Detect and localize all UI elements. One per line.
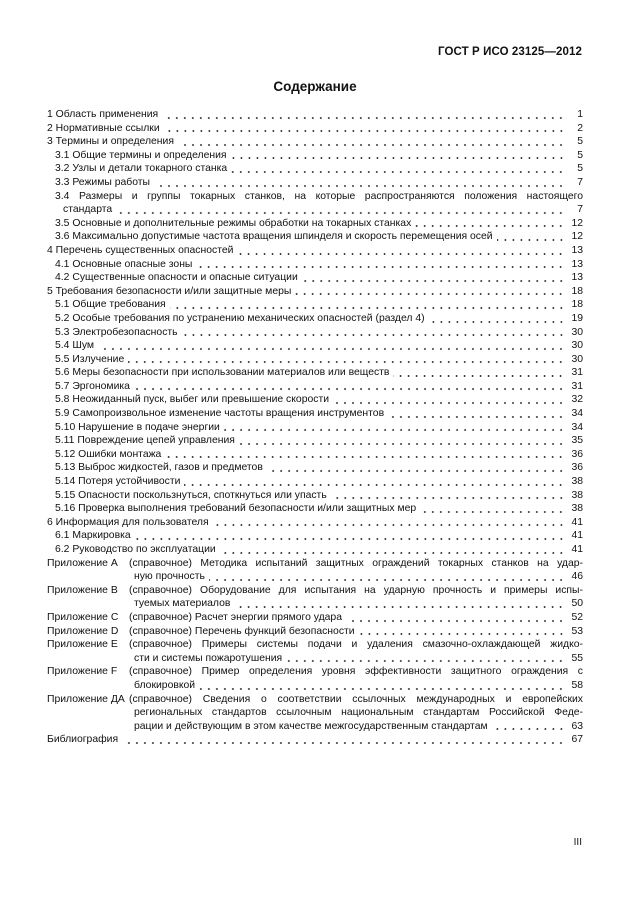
- appendix-prefix: Приложение ДА: [47, 693, 125, 705]
- toc-entry-label: 3 Термины и определения: [47, 136, 174, 148]
- appendix-page: 52: [571, 611, 583, 623]
- toc-entry-page: 36: [571, 462, 583, 474]
- dot-leader: [333, 401, 565, 405]
- dot-leader: [170, 306, 565, 310]
- appendix-line: (справочное) Оборудование для испытания на ударную прочность и примеры испы-: [129, 584, 583, 596]
- toc-entry[interactable]: [47, 448, 583, 462]
- appendix-prefix: Приложение F: [47, 666, 118, 678]
- toc-entry-label: 5.4 Шум: [55, 340, 95, 352]
- toc-entry[interactable]: [47, 149, 583, 163]
- dot-leader: [134, 387, 565, 391]
- dot-leader: [154, 184, 565, 188]
- appendix-line: (справочное) Перечень функций безопасности: [129, 625, 355, 637]
- appendix-page: 58: [571, 679, 583, 691]
- toc-entry-page: 1: [577, 109, 583, 120]
- dot-leader: [165, 455, 565, 459]
- toc-entry[interactable]: [47, 312, 583, 326]
- toc-entry-page: 34: [571, 408, 583, 420]
- toc-entry[interactable]: [47, 108, 583, 122]
- toc-entry-page: 38: [571, 476, 583, 488]
- toc-entry-page: 7: [577, 176, 583, 188]
- toc-entry-page: 41: [571, 530, 583, 542]
- bibliography-label: Библиография: [47, 734, 119, 746]
- appendix-last-line: [129, 611, 583, 625]
- toc-entry[interactable]: [47, 190, 583, 217]
- dot-leader: [209, 578, 565, 582]
- toc-entry[interactable]: [47, 434, 583, 448]
- dot-leader: [267, 469, 565, 473]
- toc-entry-label: 5.2 Особые требования по устранению механических опасностей (раздел 4): [55, 312, 425, 324]
- dot-leader: [429, 320, 565, 324]
- toc-entry-label: 4 Перечень существенных опасностей: [47, 244, 234, 256]
- toc-entry-label: 3.1 Общие термины и определения: [55, 149, 227, 161]
- appendix-line: туемых материалов: [134, 598, 231, 610]
- appendix-page: 46: [571, 571, 583, 583]
- dot-leader: [164, 129, 565, 133]
- dot-leader: [231, 170, 565, 174]
- toc-entry-label: 5.11 Повреждение цепей управления: [55, 435, 235, 447]
- appendix-line: (справочное) Примеры системы подачи и удаления смазочно-охлаждающей жидко-: [129, 639, 583, 651]
- toc-entry-page: 32: [571, 394, 583, 406]
- toc-entry-page: 13: [571, 244, 583, 256]
- toc-entry[interactable]: [47, 230, 583, 244]
- toc-entry[interactable]: [47, 380, 583, 394]
- appendix-text: [129, 557, 583, 584]
- toc-entry-page: 5: [577, 136, 583, 148]
- appendix-last-line: [129, 652, 583, 666]
- appendix-line: сти и системы пожаротушения: [134, 652, 283, 664]
- toc-entry-label: 3.4 Размеры и группы токарных станков, на которые распространяются положения настоящего: [55, 190, 583, 202]
- appendix-prefix: Приложение А: [47, 557, 118, 569]
- toc-entry-label: 6.2 Руководство по эксплуатации: [55, 544, 216, 555]
- toc-entry-page: 18: [571, 299, 583, 311]
- appendix-text: [129, 665, 583, 692]
- toc-entry[interactable]: [47, 353, 583, 367]
- appendix-last-line: [129, 597, 583, 611]
- dot-leader: [359, 632, 565, 636]
- toc-entry[interactable]: [47, 176, 583, 190]
- appendix-text: [129, 611, 583, 625]
- page-title: Содержание: [273, 79, 357, 94]
- toc-entry-label: 5.15 Опасности поскользнуться, споткнуться или упасть: [55, 489, 327, 501]
- toc-entry[interactable]: [47, 461, 583, 475]
- toc-entry-page: 30: [571, 340, 583, 352]
- dot-leader: [393, 374, 565, 378]
- toc-entry-label: 6.1 Маркировка: [55, 530, 131, 542]
- dot-leader: [98, 347, 565, 351]
- toc-entry-label: 4.2 Существенные опасности и опасные ситуации: [55, 272, 298, 284]
- dot-leader: [184, 483, 565, 487]
- toc-entry-label: 5.6 Меры безопасности при использовании материалов или веществ: [55, 367, 390, 379]
- toc-entry-label: 5.7 Эргономика: [55, 380, 130, 392]
- dot-leader: [492, 727, 565, 731]
- bibliography-entry[interactable]: [47, 733, 583, 747]
- dot-leader: [122, 741, 565, 745]
- toc-entry-page: 30: [571, 353, 583, 365]
- toc-entry[interactable]: [47, 285, 583, 299]
- toc-entry-label: 1 Область применения: [47, 109, 159, 120]
- toc-entry[interactable]: [47, 326, 583, 340]
- appendix-entry[interactable]: [47, 584, 583, 611]
- toc-entry[interactable]: [47, 502, 583, 516]
- dot-leader: [182, 333, 565, 337]
- dot-leader: [213, 523, 565, 527]
- toc-entry-page: 34: [571, 421, 583, 433]
- toc-entry-page: 38: [571, 503, 583, 515]
- dot-leader: [388, 415, 565, 419]
- dot-leader: [231, 156, 565, 160]
- appendix-last-line: [129, 679, 583, 693]
- appendix-prefix: Приложение В: [47, 584, 118, 596]
- toc-entry-page: 13: [571, 272, 583, 284]
- toc-entry-page: 41: [571, 516, 583, 528]
- toc-entry[interactable]: [47, 298, 583, 312]
- appendix-line: ную прочность: [134, 571, 205, 583]
- appendix-entry[interactable]: [47, 625, 583, 639]
- dot-leader: [302, 279, 565, 283]
- dot-leader: [497, 238, 565, 242]
- table-of-contents: [47, 108, 583, 747]
- toc-entry[interactable]: [47, 258, 583, 272]
- bibliography-page: 67: [571, 734, 583, 746]
- appendix-line: (справочное) Пример определения уровня эффективности защитного ограждения с: [129, 666, 583, 678]
- toc-entry[interactable]: [47, 543, 583, 557]
- dot-leader: [116, 211, 565, 215]
- toc-entry[interactable]: [47, 217, 583, 231]
- toc-entry-label: 3.3 Режимы работы: [55, 176, 151, 188]
- toc-entry-label: 2 Нормативные ссылки: [47, 122, 160, 134]
- toc-entry-page: 13: [571, 258, 583, 270]
- toc-entry[interactable]: [47, 122, 583, 136]
- dot-leader: [128, 360, 565, 364]
- toc-entry-page: 12: [571, 231, 583, 243]
- dot-leader: [346, 619, 565, 623]
- dot-leader: [420, 510, 565, 514]
- appendix-page: 63: [571, 720, 583, 732]
- toc-entry[interactable]: [47, 407, 583, 421]
- toc-entry-label: 5.1 Общие требования: [55, 299, 166, 311]
- toc-entry[interactable]: [47, 475, 583, 489]
- toc-entry-last-line: [55, 203, 583, 217]
- toc-entry-label: 5.14 Потеря устойчивости: [55, 476, 181, 488]
- appendix-line: (справочное) Расчет энергии прямого удара: [129, 611, 342, 623]
- appendix-last-line: [129, 720, 583, 734]
- toc-entry-label: 5.10 Нарушение в подаче энергии: [55, 421, 220, 433]
- toc-entry-label: 5.13 Выброс жидкостей, газов и предметов: [55, 462, 263, 474]
- appendix-last-line: [129, 625, 583, 639]
- toc-entry-label: 5.3 Электробезопасность: [55, 326, 178, 338]
- dot-leader: [162, 116, 565, 120]
- toc-entry-label: 5.8 Неожиданный пуск, выбег или превышение скорости: [55, 394, 330, 406]
- dot-leader: [224, 428, 565, 432]
- toc-entry[interactable]: [47, 339, 583, 353]
- toc-entry-label: 4.1 Основные опасные зоны: [55, 258, 193, 270]
- dot-leader: [135, 537, 565, 541]
- appendix-line: рации и действующим в этом качестве межгосударственным стандартам: [134, 720, 488, 732]
- appendix-last-line: [129, 570, 583, 584]
- appendix-entry[interactable]: [47, 638, 583, 665]
- appendix-line: (справочное) Методика испытаний защитных ограждений токарных станков на удар-: [129, 557, 583, 569]
- dot-leader: [199, 687, 565, 691]
- dot-leader: [178, 143, 565, 147]
- toc-entry[interactable]: [47, 393, 583, 407]
- appendix-line: блокировкой: [134, 679, 196, 691]
- toc-entry[interactable]: [47, 421, 583, 435]
- dot-leader: [220, 551, 565, 555]
- dot-leader: [331, 496, 565, 500]
- toc-entry-page: 41: [571, 544, 583, 555]
- toc-entry-page: 12: [571, 217, 583, 229]
- appendix-text: [129, 693, 583, 734]
- toc-entry-page: 18: [571, 285, 583, 297]
- toc-entry-label: 5 Требования безопасности и/или защитные меры: [47, 285, 292, 297]
- toc-entry-label: 5.16 Проверка выполнения требований безопасности и/или защитных мер: [55, 503, 417, 515]
- toc-entry-text: [55, 190, 583, 217]
- appendix-text: [129, 638, 583, 665]
- toc-entry-page: 5: [577, 163, 583, 175]
- appendix-prefix: Приложение D: [47, 625, 119, 637]
- appendix-text: [129, 625, 583, 639]
- toc-entry-page: 31: [571, 367, 583, 379]
- toc-entry[interactable]: [47, 244, 583, 258]
- dot-leader: [234, 605, 565, 609]
- toc-entry[interactable]: [47, 271, 583, 285]
- toc-entry-label: 6 Информация для пользователя: [47, 516, 209, 528]
- dot-leader: [415, 224, 565, 228]
- page-number: III: [573, 837, 582, 848]
- dot-leader: [239, 442, 565, 446]
- toc-entry-page: 36: [571, 448, 583, 460]
- toc-entry-page: 2: [577, 122, 583, 134]
- appendix-entry[interactable]: [47, 557, 583, 584]
- toc-entry-page: 5: [577, 149, 583, 161]
- toc-entry-label: 3.6 Максимально допустимые частота вращения шпинделя и скорость перемещения осей: [55, 231, 493, 243]
- toc-entry[interactable]: [47, 162, 583, 176]
- toc-entry-label: 5.9 Самопроизвольное изменение частоты вращения инструментов: [55, 408, 385, 420]
- appendix-entry[interactable]: [47, 611, 583, 625]
- appendix-page: 53: [571, 625, 583, 637]
- toc-entry-label: 5.12 Ошибки монтажа: [55, 448, 162, 460]
- toc-entry-page: 19: [571, 312, 583, 324]
- appendix-prefix: Приложение Е: [47, 639, 118, 651]
- appendix-entry[interactable]: [47, 693, 583, 734]
- appendix-prefix: Приложение С: [47, 611, 119, 623]
- toc-entry[interactable]: [47, 516, 583, 530]
- toc-entry-page: 7: [577, 204, 583, 216]
- appendix-line: (справочное) Сведения о соответствии ссылочных международных и европейских: [129, 693, 583, 705]
- appendix-text: [129, 584, 583, 611]
- appendix-line: региональных стандартов ссылочным национальным стандартам Российской Феде-: [134, 707, 583, 719]
- dot-leader: [196, 265, 565, 269]
- appendix-page: 55: [571, 652, 583, 664]
- toc-entry[interactable]: [47, 366, 583, 380]
- dot-leader: [237, 252, 565, 256]
- toc-entry-page: 38: [571, 489, 583, 501]
- toc-entry[interactable]: [47, 489, 583, 503]
- appendix-entry[interactable]: [47, 665, 583, 692]
- toc-entry-label-cont: стандарта: [63, 204, 113, 216]
- toc-entry-page: 31: [571, 380, 583, 392]
- appendix-page: 50: [571, 598, 583, 610]
- toc-entry-label: 3.2 Узлы и детали токарного станка: [55, 163, 228, 175]
- toc-entry[interactable]: [47, 529, 583, 543]
- toc-entry-label: 3.5 Основные и дополнительные режимы обработки на токарных станках: [55, 217, 412, 229]
- toc-entry-page: 35: [571, 435, 583, 447]
- dot-leader: [286, 659, 565, 663]
- toc-entry-label: 5.5 Излучение: [55, 353, 125, 365]
- dot-leader: [295, 292, 565, 296]
- toc-entry[interactable]: [47, 135, 583, 149]
- toc-entry-page: 30: [571, 326, 583, 338]
- document-code: ГОСТ Р ИСО 23125—2012: [437, 46, 582, 58]
